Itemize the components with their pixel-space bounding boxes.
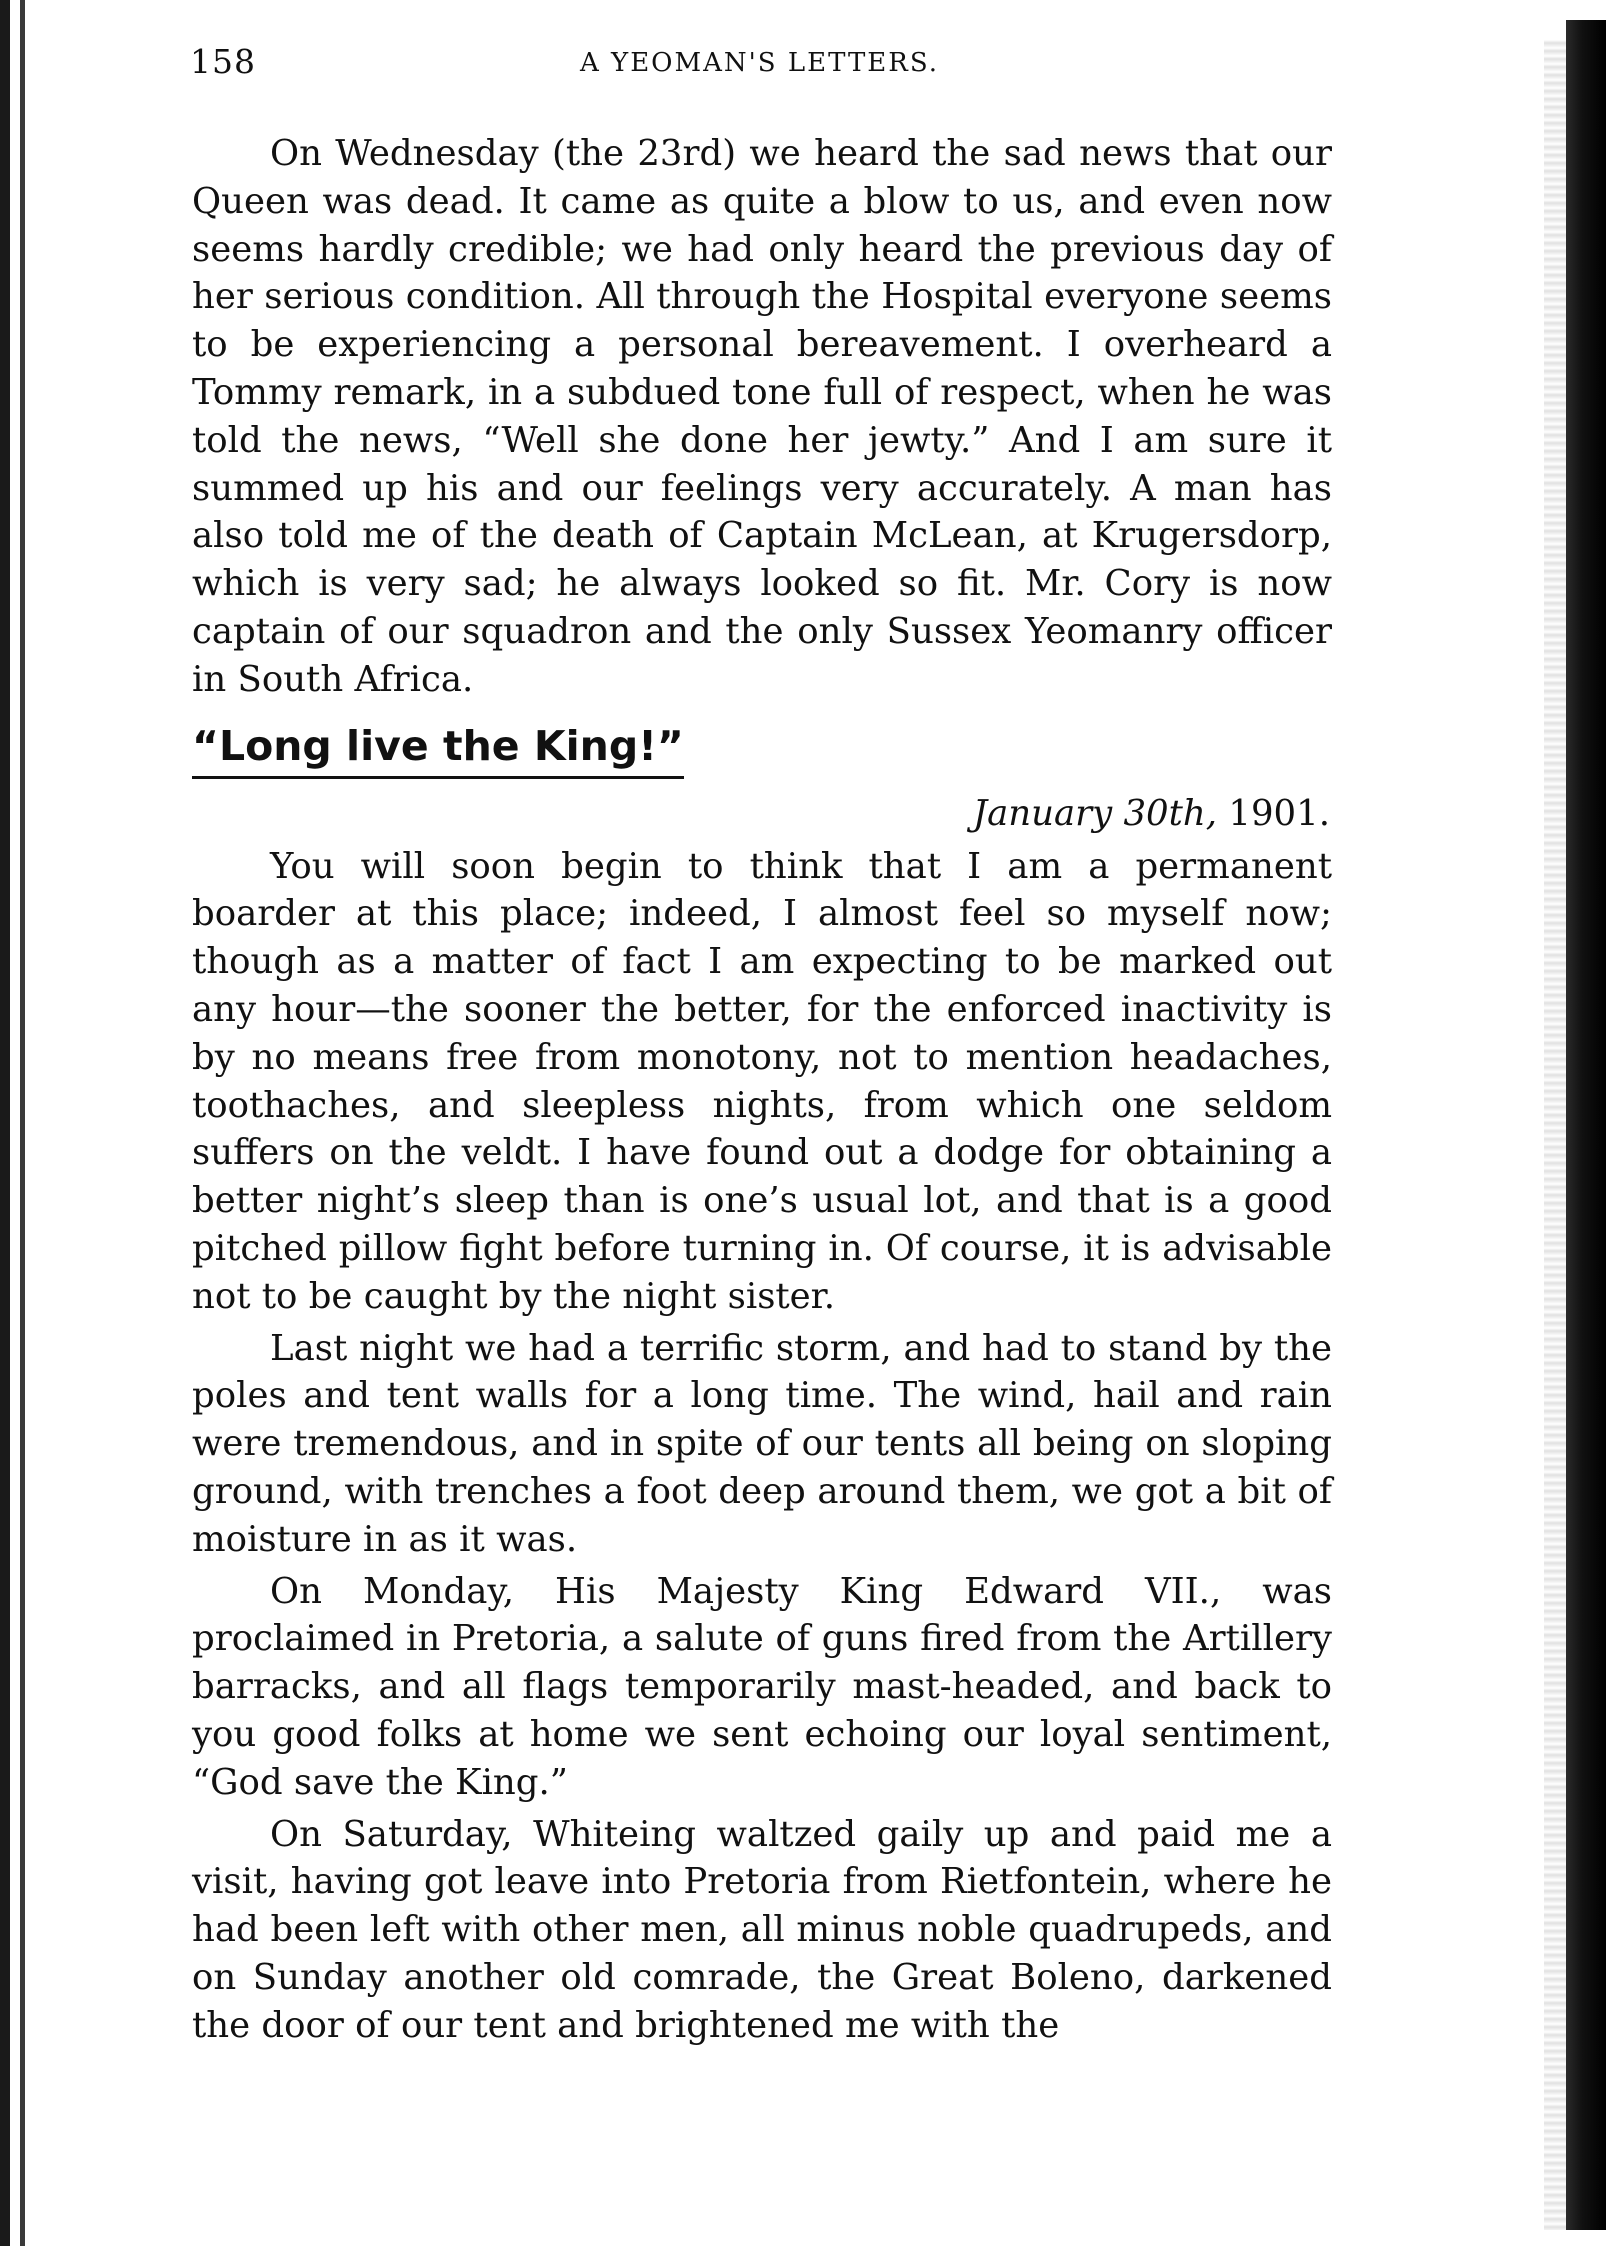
- right-page-edge: [1566, 20, 1606, 2230]
- right-edge-shadow: [1544, 40, 1566, 2230]
- paragraph: On Saturday, Whiteing waltzed gaily up and paid me a visit, having got leave into Pretoria from Rietfontein, where he had been left with other men, all minus noble quadrupeds, and on Sunday another old comrade, the Great Boleno, darkened the door of our tent and brightened me with the: [192, 1813, 1332, 2046]
- running-title: A YEOMAN'S LETTERS.: [580, 48, 939, 78]
- letter-date-day: January 30th,: [972, 792, 1218, 834]
- body-text: [192, 130, 1332, 2049]
- letter-date-year: 1901.: [1228, 792, 1330, 834]
- paragraph: You will soon begin to think that I am a permanent boarder at this place; indeed, I almost feel so myself now; though as a matter of fact I am expecting to be marked out any hour—the sooner the better, for the enforced inactivity is by no means free from monotony, not to mention headaches, toothaches, and sleepless nights, from which one seldom suffers on the veldt. I have found out a dodge for obtaining a better night’s sleep than is one’s usual lot, and that is a good pitched pillow fight before turning in. Of course, it is advisable not to be caught by the night sister.: [192, 845, 1332, 1317]
- letter-date: [192, 789, 1332, 839]
- paragraph: On Wednesday (the 23rd) we heard the sad news that our Queen was dead. It came as quite a blow to us, and even now seems hardly credible; we had only heard the previous day of her serious condition. All through the Hospital everyone seems to be experiencing a personal bereavement. I overheard a Tommy remark, in a subdued tone full of respect, when he was told the news, “Well she done her jewty.” And I am sure it summed up his and our feelings very accurately. A man has also told me of the death of Captain McLean, at Krugersdorp, which is very sad; he always looked so fit. Mr. Cory is now captain of our squadron and the only Sussex Yeomanry officer in South Africa.: [192, 133, 1332, 700]
- paragraph: On Monday, His Majesty King Edward VII., was proclaimed in Pretoria, a salute of guns fired from the Artillery barracks, and all flags temporarily mast-headed, and back to you good folks at home we sent echoing our loyal sentiment, “God save the King.”: [192, 1570, 1332, 1803]
- section-heading-wrapper: [192, 704, 1332, 779]
- paragraph: Last night we had a terrific storm, and had to stand by the poles and tent walls for a long time. The wind, hail and rain were tremendous, and in spite of our tents all being on sloping ground, with trenches a foot deep around them, we got a bit of moisture in as it was.: [192, 1327, 1332, 1560]
- page-number: 158: [190, 42, 256, 81]
- left-binding-edge: [0, 0, 10, 2246]
- left-binding-line: [20, 0, 25, 2246]
- section-heading: “Long live the King!”: [192, 718, 684, 779]
- running-header: [190, 42, 1340, 92]
